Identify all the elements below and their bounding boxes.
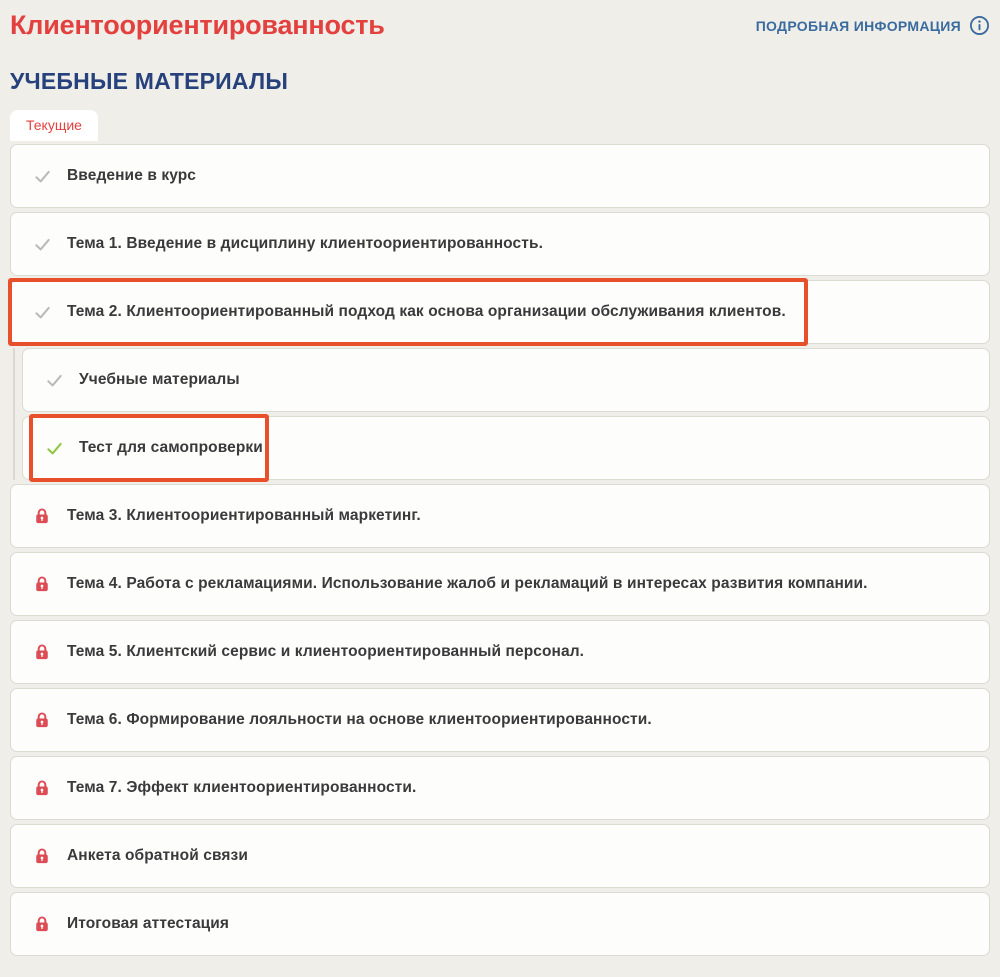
- check-gray-icon: [32, 167, 52, 186]
- material-item-label: Тема 4. Работа с рекламациями. Использование жалоб и рекламаций в интересах развития компании.: [67, 575, 868, 592]
- details-link[interactable]: [756, 15, 990, 36]
- lock-icon: [32, 915, 52, 933]
- material-item-final-assessment[interactable]: [10, 892, 990, 956]
- tab-current[interactable]: Текущие: [10, 110, 98, 141]
- lock-icon: [32, 575, 52, 593]
- material-item-topic3[interactable]: [10, 484, 990, 548]
- page-header: [10, 0, 990, 41]
- material-item-topic1[interactable]: [10, 212, 990, 276]
- material-item-label: Тема 1. Введение в дисциплину клиентоориентированность.: [67, 235, 543, 252]
- material-item-label: Анкета обратной связи: [67, 847, 248, 864]
- material-item-topic4[interactable]: [10, 552, 990, 616]
- check-gray-icon: [44, 371, 64, 390]
- material-item-label: Тема 3. Клиентоориентированный маркетинг.: [67, 507, 421, 524]
- material-item-label: Тема 6. Формирование лояльности на основе клиентоориентированности.: [67, 711, 652, 728]
- material-item-label: Итоговая аттестация: [67, 915, 230, 932]
- lock-icon: [32, 643, 52, 661]
- material-item-label: Тема 7. Эффект клиентоориентированности.: [67, 779, 417, 796]
- lock-icon: [32, 779, 52, 797]
- material-item-label: Тема 5. Клиентский сервис и клиентоориентированный персонал.: [67, 643, 585, 660]
- material-item-topic6[interactable]: [10, 688, 990, 752]
- check-gray-icon: [32, 235, 52, 254]
- material-item-label: Тест для самопроверки: [79, 439, 263, 456]
- material-item-topic2[interactable]: [10, 280, 990, 344]
- info-circle-icon[interactable]: [969, 15, 990, 36]
- section-heading: УЧЕБНЫЕ МАТЕРИАЛЫ: [10, 68, 289, 94]
- material-subitem-study-materials[interactable]: [22, 348, 990, 412]
- lock-icon: [32, 847, 52, 865]
- material-subitem-selftest[interactable]: [22, 416, 990, 480]
- lock-icon: [32, 507, 52, 525]
- topic2-subitems: [10, 348, 990, 480]
- details-link-label: ПОДРОБНАЯ ИНФОРМАЦИЯ: [755, 17, 961, 34]
- page-title: Клиентоориентированность: [10, 10, 385, 40]
- check-gray-icon: [32, 303, 52, 322]
- material-item-feedback[interactable]: [10, 824, 990, 888]
- materials-list: [10, 144, 990, 956]
- material-item-topic7[interactable]: [10, 756, 990, 820]
- material-item-label: Тема 2. Клиентоориентированный подход как основа организации обслуживания клиентов.: [67, 303, 786, 320]
- material-item-label: Введение в курс: [67, 167, 197, 184]
- check-green-icon: [44, 439, 64, 458]
- material-item-topic5[interactable]: [10, 620, 990, 684]
- lock-icon: [32, 711, 52, 729]
- material-item-intro[interactable]: [10, 144, 990, 208]
- material-item-label: Учебные материалы: [79, 371, 240, 388]
